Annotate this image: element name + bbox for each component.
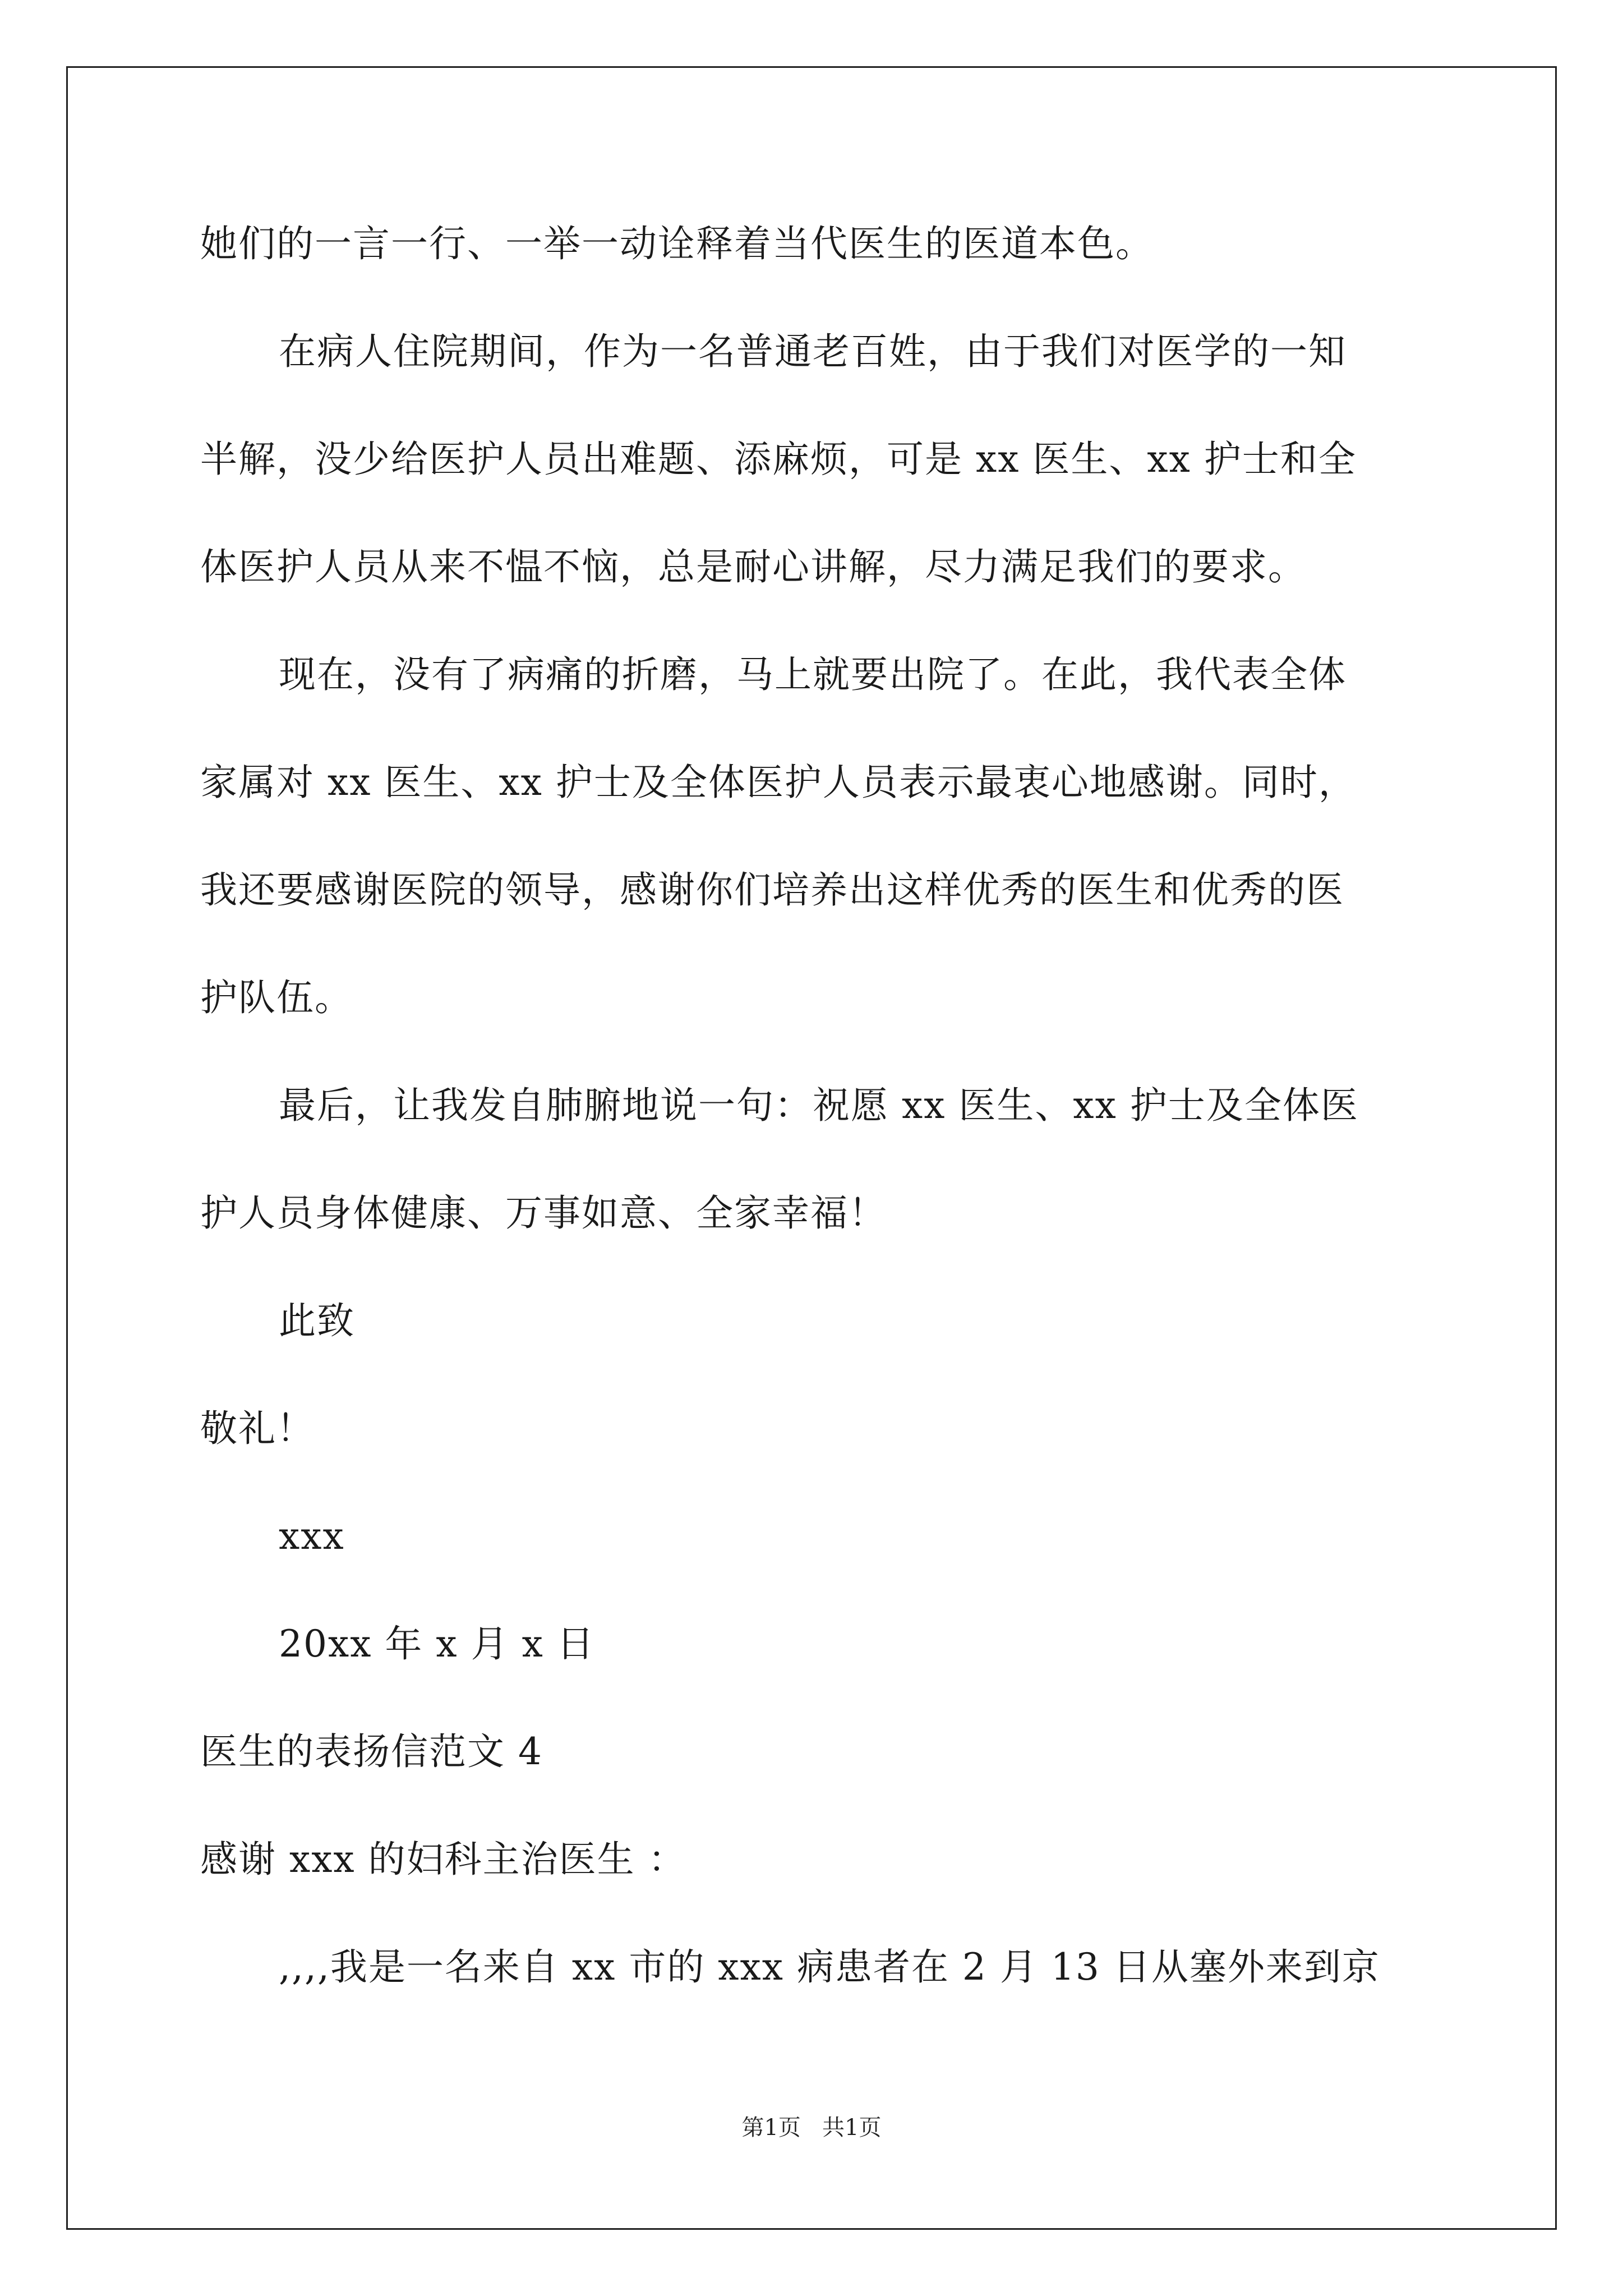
text-line-3: 半解，没少给医护人员出难题、添麻烦，可是 xx 医生、xx 护士和全 bbox=[200, 438, 1357, 481]
text-line-8: 护队伍。 bbox=[200, 976, 353, 1019]
text-line-9: 最后，让我发自肺腑地说一句：祝愿 xx 医生、xx 护士及全体医 bbox=[279, 1084, 1359, 1127]
section-title: 医生的表扬信范文 4 bbox=[200, 1730, 543, 1773]
text-line-1: 她们的一言一行、一举一动诠释着当代医生的医道本色。 bbox=[200, 222, 1154, 265]
text-line-10: 护人员身体健康、万事如意、全家幸福！ bbox=[200, 1191, 887, 1235]
letter-greeting: 感谢 xxx 的妇科主治医生 ： bbox=[200, 1838, 686, 1881]
signature-date: 20xx 年 x 月 x 日 bbox=[279, 1622, 595, 1665]
text-line-5: 现在，没有了病痛的折磨，马上就要出院了。在此，我代表全体 bbox=[279, 653, 1347, 696]
closing-salutation: 此致 bbox=[279, 1299, 355, 1342]
page-number-footer: 第1页 共1页 bbox=[741, 2115, 882, 2141]
text-line-2: 在病人住院期间，作为一名普通老百姓，由于我们对医学的一知 bbox=[279, 330, 1347, 373]
text-line-6: 家属对 xx 医生、xx 护士及全体医护人员表示最衷心地感谢。同时， bbox=[200, 761, 1357, 804]
text-line-4: 体医护人员从来不愠不恼，总是耐心讲解，尽力满足我们的要求。 bbox=[200, 545, 1306, 588]
closing-regards: 敬礼！ bbox=[200, 1407, 315, 1450]
text-line-7: 我还要感谢医院的领导，感谢你们培养出这样优秀的医生和优秀的医 bbox=[200, 868, 1344, 912]
page-border bbox=[66, 66, 1557, 2230]
text-line-17: ,,,,我是一名来自 xx 市的 xxx 病患者在 2 月 13 日从塞外来到京 bbox=[279, 1945, 1380, 1989]
signature-name: xxx bbox=[279, 1515, 345, 1558]
